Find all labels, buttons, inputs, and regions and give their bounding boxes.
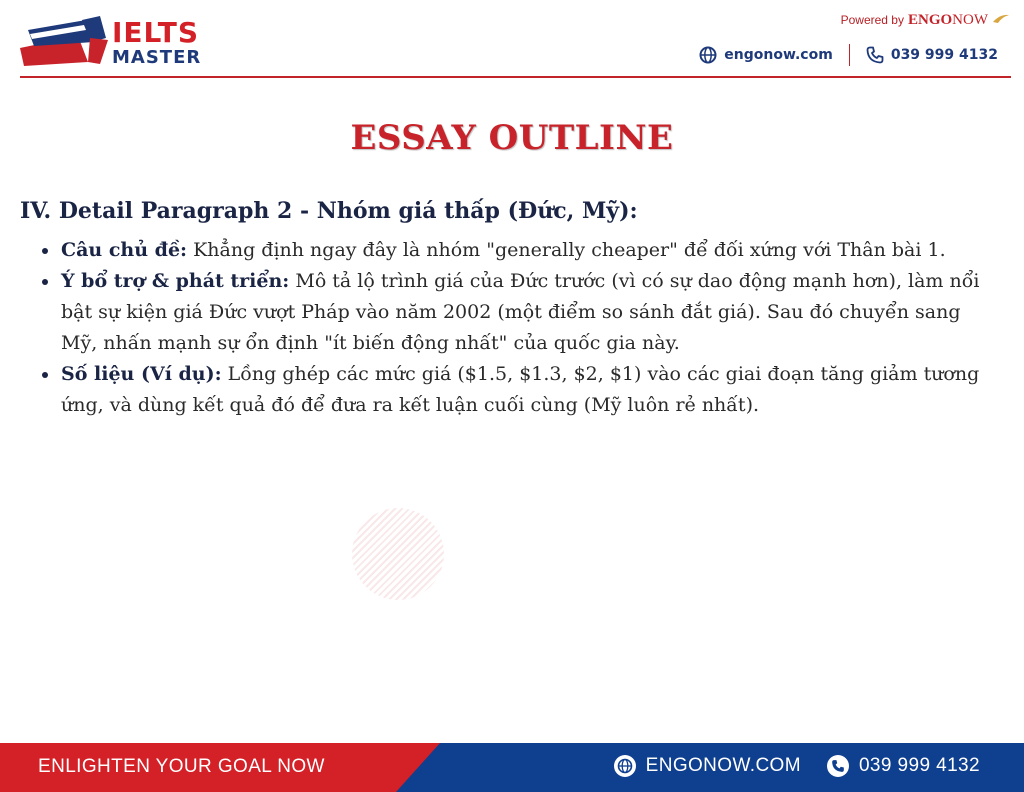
brand-bold: ENGO (907, 12, 953, 28)
footer-phone-link[interactable] (827, 755, 980, 777)
powered-prefix: Powered by (840, 13, 904, 27)
footer (0, 743, 1024, 792)
footer-website-text: ENGONOW.COM (645, 755, 801, 776)
phone-icon (827, 755, 849, 777)
bullet-label: Ý bổ trợ & phát triển: (61, 270, 290, 292)
brand-wing-icon (992, 14, 1010, 24)
bullet-item (38, 359, 998, 421)
header-phone-link[interactable] (866, 46, 998, 64)
header-contact (699, 44, 998, 66)
bullet-label: Số liệu (Ví dụ): (61, 363, 222, 385)
phone-icon (866, 46, 884, 64)
globe-icon (699, 46, 717, 64)
section-heading: IV. Detail Paragraph 2 - Nhóm giá thấp (Đức, Mỹ): (20, 198, 638, 224)
footer-slogan: ENLIGHTEN YOUR GOAL NOW (38, 756, 325, 777)
header-contact-divider (849, 44, 850, 66)
brand-rest: NOW (952, 12, 988, 28)
logo-text-ielts: IELTS (112, 16, 200, 49)
outline-bullet-list (38, 235, 998, 421)
header-divider (20, 76, 1011, 78)
watermark-circle (352, 508, 444, 600)
footer-website-link[interactable] (614, 755, 801, 777)
bullet-text: Khẳng định ngay đây là nhóm "generally cheaper" để đối xứng với Thân bài 1. (187, 239, 946, 261)
header-phone-text: 039 999 4132 (890, 47, 998, 63)
header-website-text: engonow.com (724, 47, 833, 63)
globe-icon (614, 755, 636, 777)
logo-text-master: MASTER (112, 47, 202, 68)
logo-flag-icon (20, 16, 110, 68)
ielts-master-logo[interactable] (20, 16, 202, 72)
engonow-brand[interactable] (908, 12, 988, 29)
header-website-link[interactable] (699, 46, 833, 64)
footer-phone-text: 039 999 4132 (858, 755, 980, 776)
bullet-label: Câu chủ đề: (61, 239, 188, 261)
footer-contact (614, 755, 980, 777)
bullet-text: Mô tả lộ trình giá của Đức trước (vì có sự dao động mạnh hơn), làm nổi bật sự kiện giá Đức vượt Pháp vào năm 2002 (một điểm so sánh đắt giá). Sau đó chuyển sang Mỹ, nhấn mạnh sự ổn định "ít biến động nhất" của quốc gia này. (61, 270, 980, 354)
bullet-text: Lồng ghép các mức giá ($1.5, $1.3, $2, $1) vào các giai đoạn tăng giảm tương ứng, và dùng kết quả đó để đưa ra kết luận cuối cùng (Mỹ luôn rẻ nhất). (61, 363, 980, 416)
header (0, 0, 1024, 80)
powered-by (841, 12, 1010, 29)
page-title: ESSAY OUTLINE (350, 118, 674, 158)
bullet-item (38, 266, 998, 359)
bullet-item (38, 235, 998, 266)
